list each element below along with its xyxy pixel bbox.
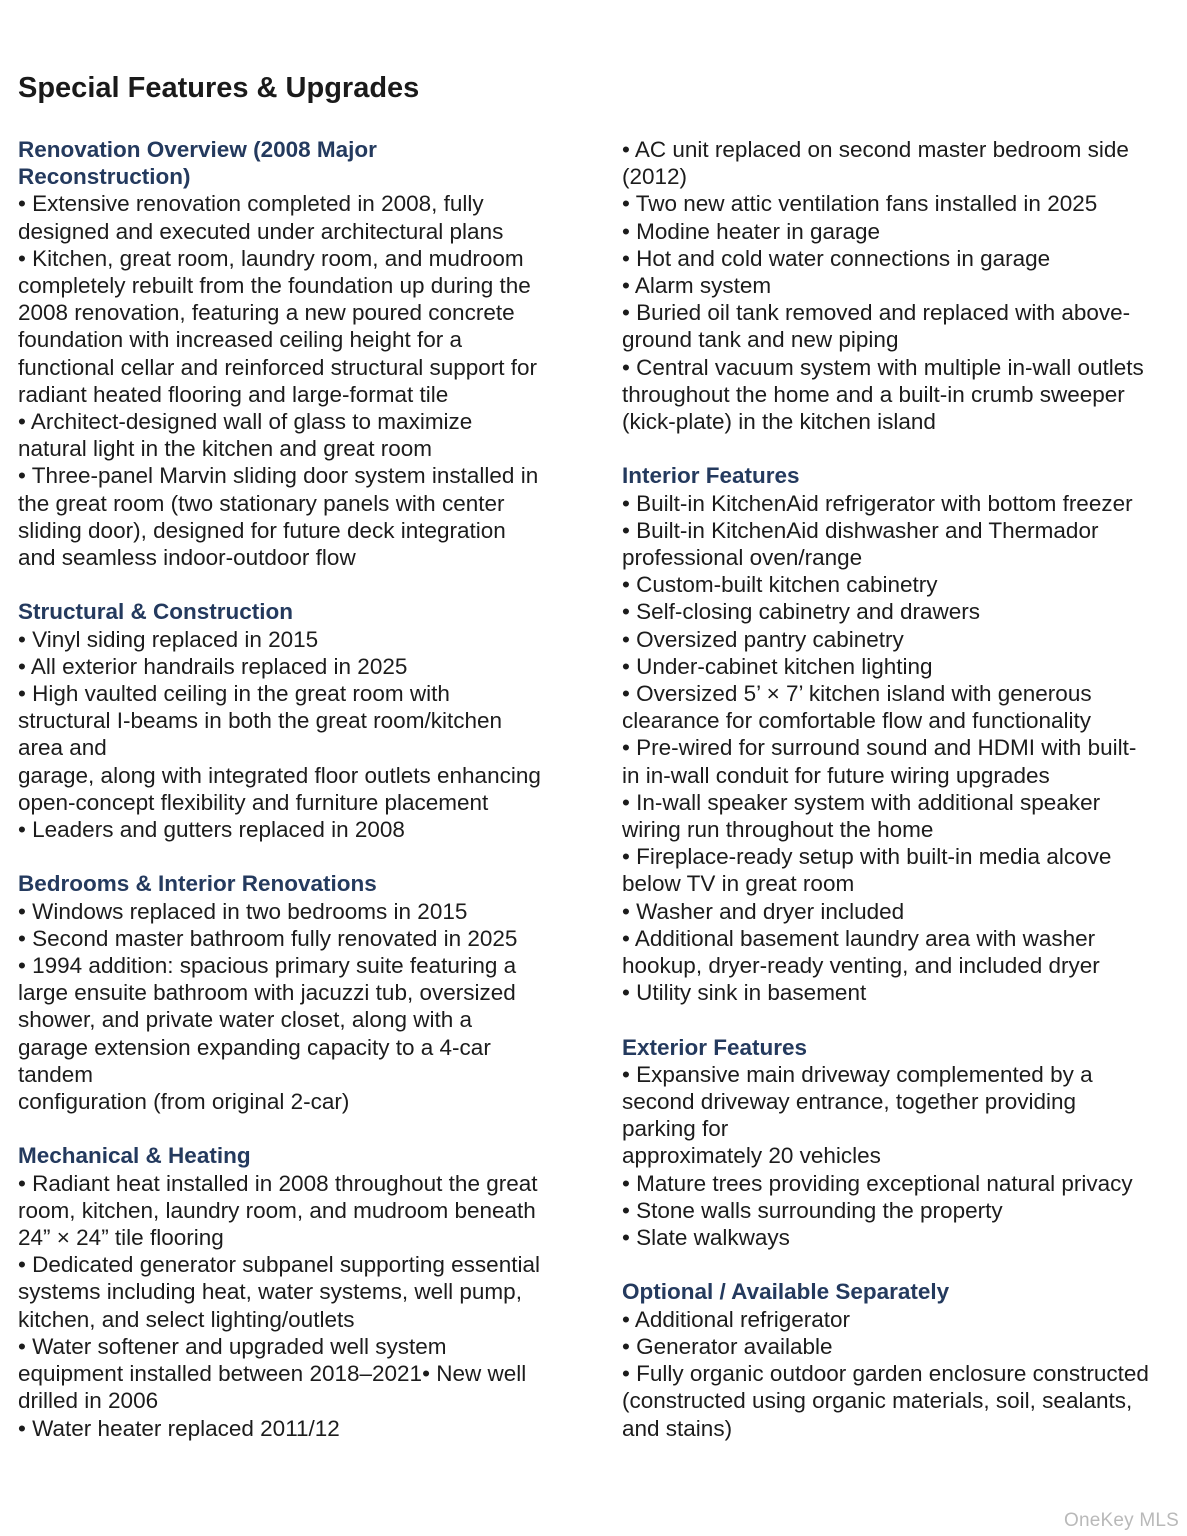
feature-line: clearance for comfortable flow and functionality [622,708,1091,734]
feature-line: • High vaulted ceiling in the great room with [18,681,450,707]
section-heading [18,598,578,625]
feature-list [622,490,1182,1007]
feature-line: • Slate walkways [622,1225,790,1251]
feature-line: • Pre-wired for surround sound and HDMI with built- [622,735,1137,761]
feature-line: and stains) [622,1415,733,1441]
feature-line: second driveway entrance, together providing [622,1089,1077,1115]
section-mechanical-heating [18,1142,578,1441]
feature-line: ground tank and new piping [622,327,899,353]
feature-line: • Windows replaced in two bedrooms in 2015 [18,898,468,924]
feature-line: • Oversized 5’ × 7’ kitchen island with generous [622,681,1092,707]
section-optional-available-separately [622,1278,1182,1441]
feature-line: foundation with increased ceiling height for a [18,327,463,353]
feature-line: the great room (two stationary panels with center [18,490,505,516]
section-heading-line: Interior Features [622,463,800,489]
feature-line: drilled in 2006 [18,1388,159,1414]
feature-line: open-concept flexibility and furniture placement [18,789,489,815]
feature-line: hookup, dryer-ready venting, and included dryer [622,953,1100,979]
feature-line: • All exterior handrails replaced in 2025 [18,653,408,679]
feature-list [18,898,578,1116]
section-heading-line: Exterior Features [622,1034,808,1060]
feature-line: • In-wall speaker system with additional speaker [622,789,1101,815]
feature-line: functional cellar and reinforced structural support for [18,354,538,380]
feature-line: • Radiant heat installed in 2008 throughout the great [18,1170,538,1196]
feature-list [18,190,578,571]
feature-line: systems including heat, water systems, well pump, [18,1279,522,1305]
feature-line: • Vinyl siding replaced in 2015 [18,626,319,652]
feature-line: and seamless indoor-outdoor flow [18,545,356,571]
feature-line: structural I-beams in both the great room/kitchen [18,708,502,734]
feature-line: • Oversized pantry cabinetry [622,626,904,652]
feature-line: professional oven/range [622,545,863,571]
feature-line: • Mature trees providing exceptional natural privacy [622,1170,1133,1196]
section-heading [622,1278,1182,1305]
feature-line: parking for [622,1116,729,1142]
feature-line: • Generator available [622,1333,833,1359]
feature-line: • Under-cabinet kitchen lighting [622,653,933,679]
feature-line: • Built-in KitchenAid refrigerator with bottom freezer [622,490,1133,516]
feature-line: • Buried oil tank removed and replaced with above- [622,300,1131,326]
section-bedrooms-interior-renovations [18,870,578,1115]
feature-line: garage extension expanding capacity to a 4-car [18,1034,491,1060]
feature-line: • Additional refrigerator [622,1306,850,1332]
feature-line: kitchen, and select lighting/outlets [18,1306,355,1332]
section-heading-line: Optional / Available Separately [622,1279,950,1305]
feature-line: room, kitchen, laundry room, and mudroom beneath [18,1197,536,1223]
feature-line: natural light in the kitchen and great room [18,436,432,462]
section-heading [622,1034,1182,1061]
feature-line: below TV in great room [622,871,855,897]
feature-list [622,136,1182,435]
feature-line: 24” × 24” tile flooring [18,1225,224,1251]
feature-line: • Water softener and upgraded well system [18,1333,447,1359]
feature-line: • Second master bathroom fully renovated in 2025 [18,925,518,951]
feature-line: tandem [18,1061,94,1087]
feature-line: • Water heater replaced 2011/12 [18,1415,340,1441]
feature-line: (2012) [622,164,688,190]
right-column [622,136,1182,1469]
feature-line: • Extensive renovation completed in 2008, fully [18,191,484,217]
feature-line: • AC unit replaced on second master bedroom side [622,137,1129,162]
feature-list [18,626,578,844]
feature-line: • Modine heater in garage [622,218,881,244]
feature-line: (kick-plate) in the kitchen island [622,409,936,435]
page-title: Special Features & Upgrades [18,72,420,104]
feature-line: designed and executed under architectural plans [18,218,504,244]
section-heading-line: Structural & Construction [18,599,294,625]
feature-line: • Leaders and gutters replaced in 2008 [18,817,405,843]
section-heading-line: Renovation Overview (2008 Major [18,137,377,162]
feature-line: • Three-panel Marvin sliding door system installed in [18,463,539,489]
feature-line: • Alarm system [622,273,772,299]
feature-line: • Built-in KitchenAid dishwasher and Thermador [622,517,1099,543]
feature-line: • Utility sink in basement [622,980,867,1006]
feature-line: large ensuite bathroom with jacuzzi tub, oversized [18,980,516,1006]
feature-line: • Architect-designed wall of glass to maximize [18,409,473,435]
section-structural-construction [18,598,578,843]
feature-list [622,1306,1182,1442]
feature-line: • Custom-built kitchen cabinetry [622,572,938,598]
feature-line: 2008 renovation, featuring a new poured concrete [18,300,515,326]
feature-line: • Washer and dryer included [622,898,905,924]
feature-line: equipment installed between 2018–2021• New well [18,1361,527,1387]
feature-line: • Self-closing cabinetry and drawers [622,599,981,625]
section-heading-line: Mechanical & Heating [18,1143,251,1169]
section-continued [622,136,1182,435]
feature-line: (constructed using organic materials, soil, sealants, [622,1388,1133,1414]
section-exterior-features [622,1034,1182,1252]
feature-line: • Central vacuum system with multiple in-wall outlets [622,354,1144,380]
feature-line: • Stone walls surrounding the property [622,1197,1003,1223]
feature-line: • Dedicated generator subpanel supporting essential [18,1252,540,1278]
feature-list [18,1170,578,1442]
feature-line: shower, and private water closet, along with a [18,1007,472,1033]
feature-line: wiring run throughout the home [622,817,934,843]
feature-line: • Expansive main driveway complemented by a [622,1061,1093,1087]
feature-list [622,1061,1182,1251]
section-heading [18,870,578,897]
feature-line: garage, along with integrated floor outlets enhancing [18,762,541,788]
section-heading-line: Reconstruction) [18,164,191,190]
feature-line: • Two new attic ventilation fans installed in 2025 [622,191,1098,217]
feature-line: radiant heated flooring and large-format tile [18,381,449,407]
feature-line: completely rebuilt from the foundation up during the [18,273,531,299]
left-column [18,136,578,1469]
section-heading [18,1142,578,1169]
feature-line: • Additional basement laundry area with washer [622,925,1096,951]
section-heading-line: Bedrooms & Interior Renovations [18,871,377,897]
feature-line: throughout the home and a built-in crumb sweeper [622,381,1125,407]
section-heading [18,136,578,190]
feature-line: sliding door), designed for future deck integration [18,517,506,543]
feature-line: approximately 20 vehicles [622,1143,881,1169]
section-heading [622,462,1182,489]
feature-line: • Fireplace-ready setup with built-in media alcove [622,844,1112,870]
feature-line: configuration (from original 2-car) [18,1089,350,1115]
section-interior-features [622,462,1182,1006]
section-renovation-overview-2008-major-reconstruction [18,136,578,571]
feature-line: in in-wall conduit for future wiring upgrades [622,762,1050,788]
feature-line: • Fully organic outdoor garden enclosure constructed [622,1361,1149,1387]
watermark: OneKey MLS [1064,1510,1179,1531]
feature-line: area and [18,735,107,761]
feature-line: • Hot and cold water connections in garage [622,245,1051,271]
feature-line: • Kitchen, great room, laundry room, and mudroom [18,245,524,271]
feature-line: • 1994 addition: spacious primary suite featuring a [18,953,517,979]
